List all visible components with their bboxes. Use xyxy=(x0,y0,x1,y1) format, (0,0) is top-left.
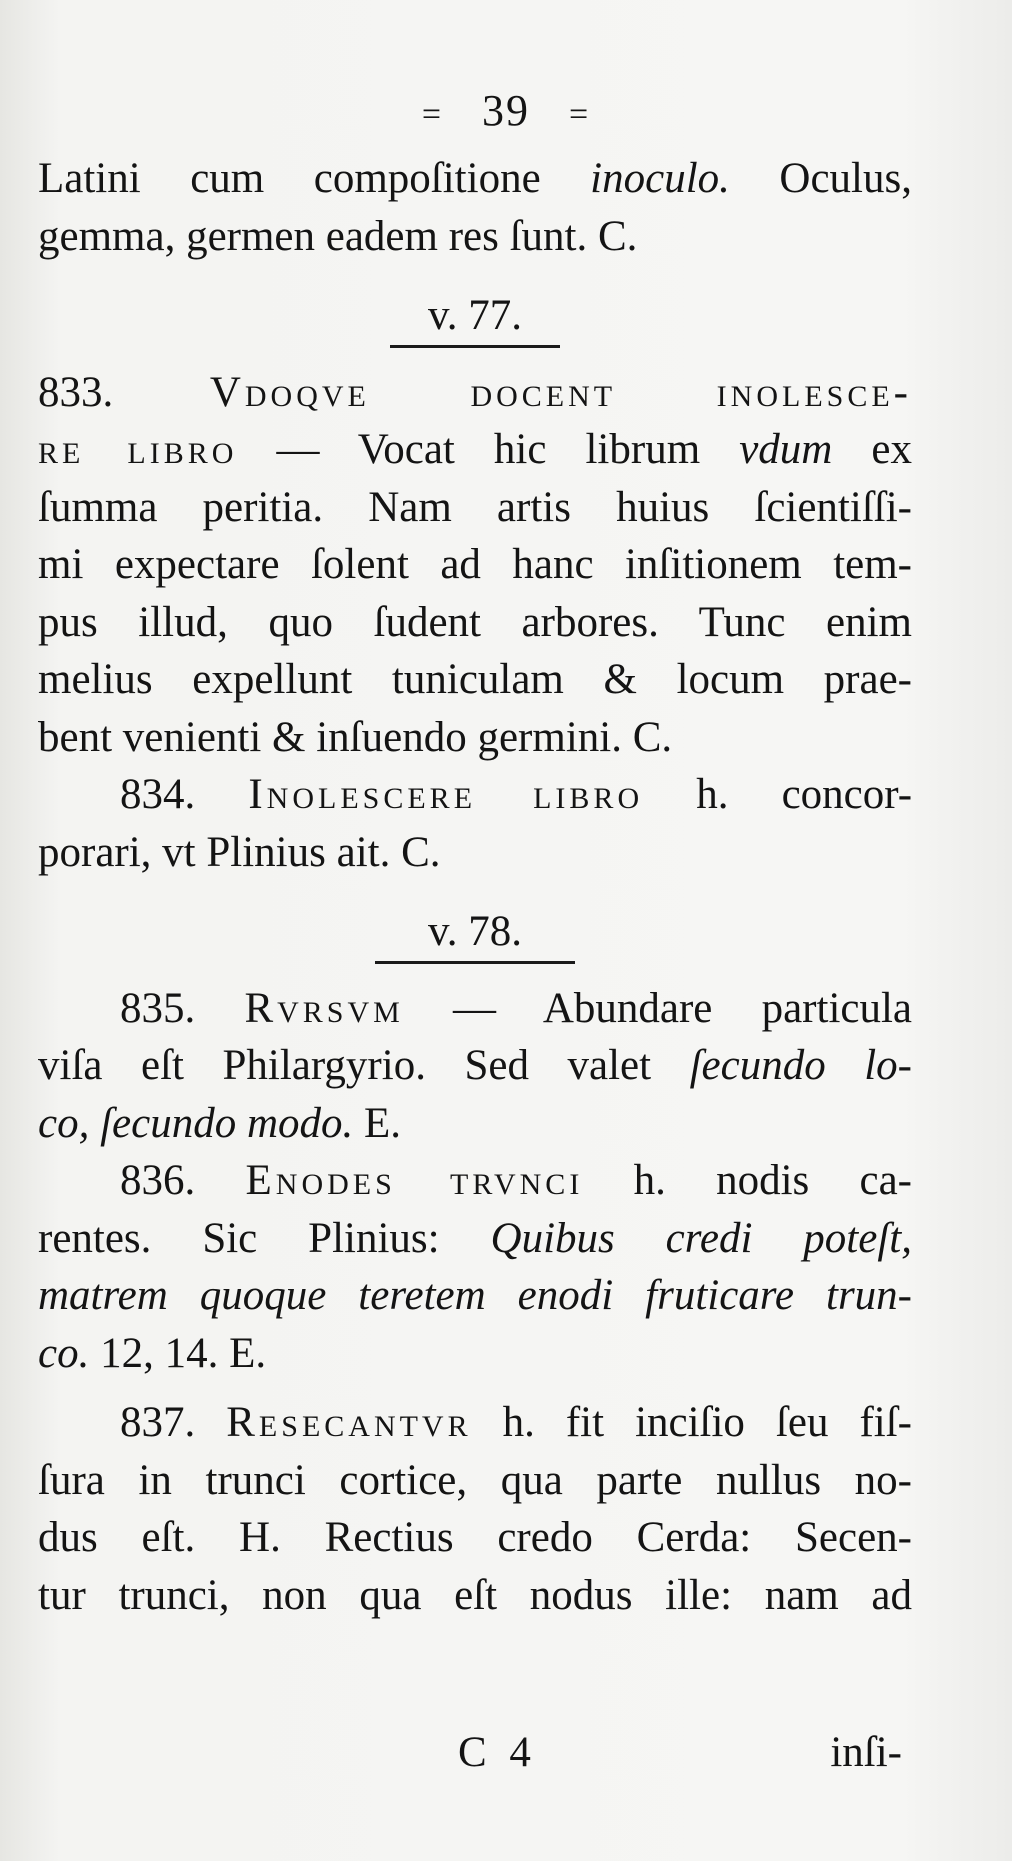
text-line: viſa eſt Philargyrio. Sed valet ſecundo lo- xyxy=(38,1042,912,1089)
text-line: ſura in trunci cortice, qua parte nullus no- xyxy=(38,1456,912,1504)
entry-837: 837. Resecantvr h. fit inciſio ſeu fiſ- xyxy=(120,1399,912,1446)
text-line: dus eſt. H. Rectius credo Cerda: Secen- xyxy=(38,1514,912,1561)
text-line: Latini cum compoſitione inoculo. Oculus, xyxy=(38,155,912,202)
section-rule xyxy=(390,345,560,348)
header-ornament-left: = xyxy=(421,95,443,133)
text-line: mi expectare ſolent ad hanc inſitionem tem- xyxy=(38,541,912,588)
text-line: ſumma peritia. Nam artis huius ſcientiſſi- xyxy=(38,483,912,531)
text-line: co, ſecundo modo. E. xyxy=(38,1099,402,1147)
entry-835: 835. Rvrsvm — Abundare particula xyxy=(120,984,913,1032)
text-line: gemma, germen eadem res ſunt. C. xyxy=(38,212,638,260)
page-header xyxy=(0,85,1012,136)
text-line: pus illud, quo ſudent arbores. Tunc enim xyxy=(38,598,912,646)
header-ornament-right: = xyxy=(569,95,591,133)
text-line: porari, vt Plinius ait. C. xyxy=(38,828,441,876)
entry-836: 836. Enodes trvnci h. nodis ca- xyxy=(120,1157,913,1204)
signature-mark: C 4 xyxy=(458,1729,537,1776)
text-line: re libro — Vocat hic librum vdum ex xyxy=(38,426,912,473)
text-line: melius expellunt tuniculam & locum prae- xyxy=(38,656,912,703)
page-footer xyxy=(38,1728,912,1788)
catchword: inſi- xyxy=(830,1729,902,1776)
text-line: rentes. Sic Plinius: Quibus credi poteſt, xyxy=(38,1214,912,1262)
page-number: 39 xyxy=(482,86,530,135)
entry-833: 833. Vdoqve docent inolesce- xyxy=(38,368,912,416)
body-text xyxy=(38,150,912,1624)
section-rule xyxy=(375,961,575,964)
text-line: tur trunci, non qua eſt nodus ille: nam ad xyxy=(38,1571,912,1619)
text-line: bent venienti & inſuendo germini. C. xyxy=(38,713,673,761)
verse-heading-78: v. 78. xyxy=(428,908,522,955)
text-line: matrem quoque teretem enodi fruticare trun- xyxy=(38,1272,912,1319)
verse-heading-77: v. 77. xyxy=(428,292,522,339)
text-line: co. 12, 14. E. xyxy=(38,1329,267,1377)
entry-834: 834. Inolescere libro h. concor- xyxy=(120,771,913,818)
